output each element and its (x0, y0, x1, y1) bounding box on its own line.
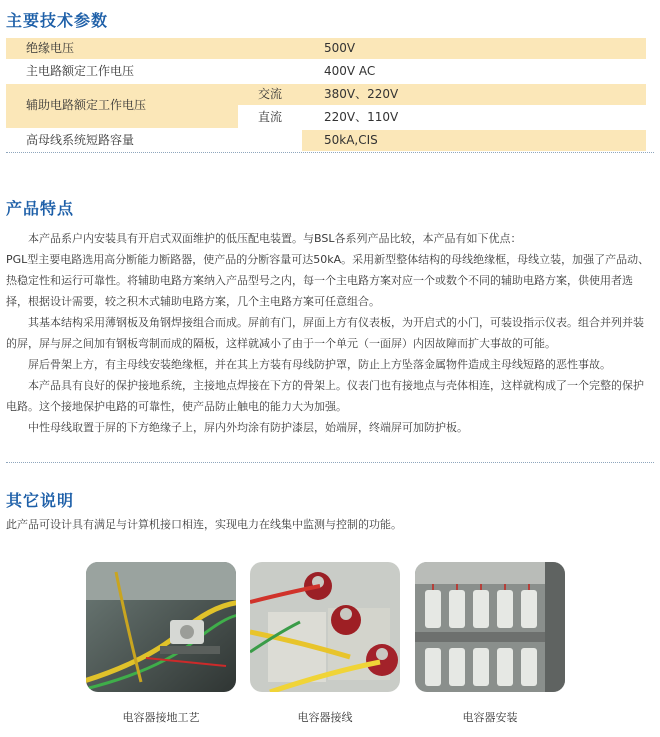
spec-value: 400V AC (324, 64, 376, 78)
features-paragraph-2: PGL型主要电路选用高分断能力断路器，使产品的分断容量可达50kA。采用新型整体结构的母线绝缘框，母线立装，加强了产品动、热稳定性和运行可靠性。将辅助电路方案纳入产品型号之内，每一个主电路方案对应一个或数个不同的辅助电路方案，供使用者选择，根据设计需要，较之积木式辅助电路方案，几个主电路方案可任意组合。 (6, 253, 650, 308)
features-paragraph-1: 本产品系户内安装具有开启式双面维护的低压配电装置。与BSL各系列产品比较，本产品有如下优点： (28, 232, 522, 245)
spec-value: 500V (324, 41, 356, 55)
photo-caption-installation: 电容器安装 (462, 711, 518, 724)
section-divider (6, 462, 654, 463)
features-section-title: 产品特点 (6, 199, 75, 218)
features-paragraph-3: 其基本结构采用薄钢板及角钢焊接组合而成。屏前有门，屏面上方有仪表板，为开启式的小门，可装设指示仪表。组合并列并装的屏，屏与屏之间加有钢板弯制而成的隔板，这样就减小了由于一个单元（一面屏）内因故障而扩大事故的可能。 (6, 316, 644, 350)
spec-label: 绝缘电压 (26, 41, 75, 55)
other-section-title: 其它说明 (6, 491, 75, 510)
features-paragraph-4: 屏后骨架上方，有主母线安装绝缘框，并在其上方装有母线防护罩，防止上方坠落金属物件造成主母线短路的恶性事故。 (28, 358, 611, 371)
other-description: 此产品可设计具有满足与计算机接口相连，实现电力在线集中监测与控制的功能。 (6, 518, 402, 531)
spec-value-dc: 220V、110V (324, 110, 399, 124)
specs-section-title: 主要技术参数 (6, 11, 109, 30)
row-highlight-band (238, 84, 646, 105)
spec-subtype-dc: 直流 (258, 110, 283, 124)
section-divider (6, 152, 654, 153)
photo-caption-wiring: 电容器接线 (297, 711, 353, 724)
spec-row-busbar-short-circuit (6, 129, 652, 152)
spec-label: 主电路额定工作电压 (26, 64, 135, 78)
spec-subtype-ac: 交流 (258, 87, 283, 101)
spec-table (6, 37, 652, 152)
photo-capacitor-wiring (250, 562, 400, 692)
photo-capacitor-grounding (86, 562, 236, 692)
photo-caption-grounding: 电容器接地工艺 (122, 711, 200, 724)
features-paragraph-5: 本产品具有良好的保护接地系统，主接地点焊接在下方的骨架上。仪表门也有接地点与壳体相连，这样就构成了一个完整的保护电路。这个接地保护电路的可靠性，使产品防止触电的能力大为加强。 (6, 379, 644, 413)
spec-value: 50kA,CIS (324, 133, 378, 147)
spec-row-insulation-voltage (6, 37, 652, 60)
spec-row-main-circuit-voltage (6, 60, 652, 83)
features-paragraph-6: 中性母线取置于屏的下方绝缘子上，屏内外均涂有防护漆层，始端屏，终端屏可加防护板。 (28, 421, 468, 434)
spec-label: 高母线系统短路容量 (26, 133, 135, 147)
spec-label: 辅助电路额定工作电压 (26, 98, 147, 112)
spec-row-aux-circuit-voltage (6, 83, 652, 129)
spec-value-ac: 380V、220V (324, 87, 399, 101)
photo-capacitor-installation (415, 562, 565, 692)
